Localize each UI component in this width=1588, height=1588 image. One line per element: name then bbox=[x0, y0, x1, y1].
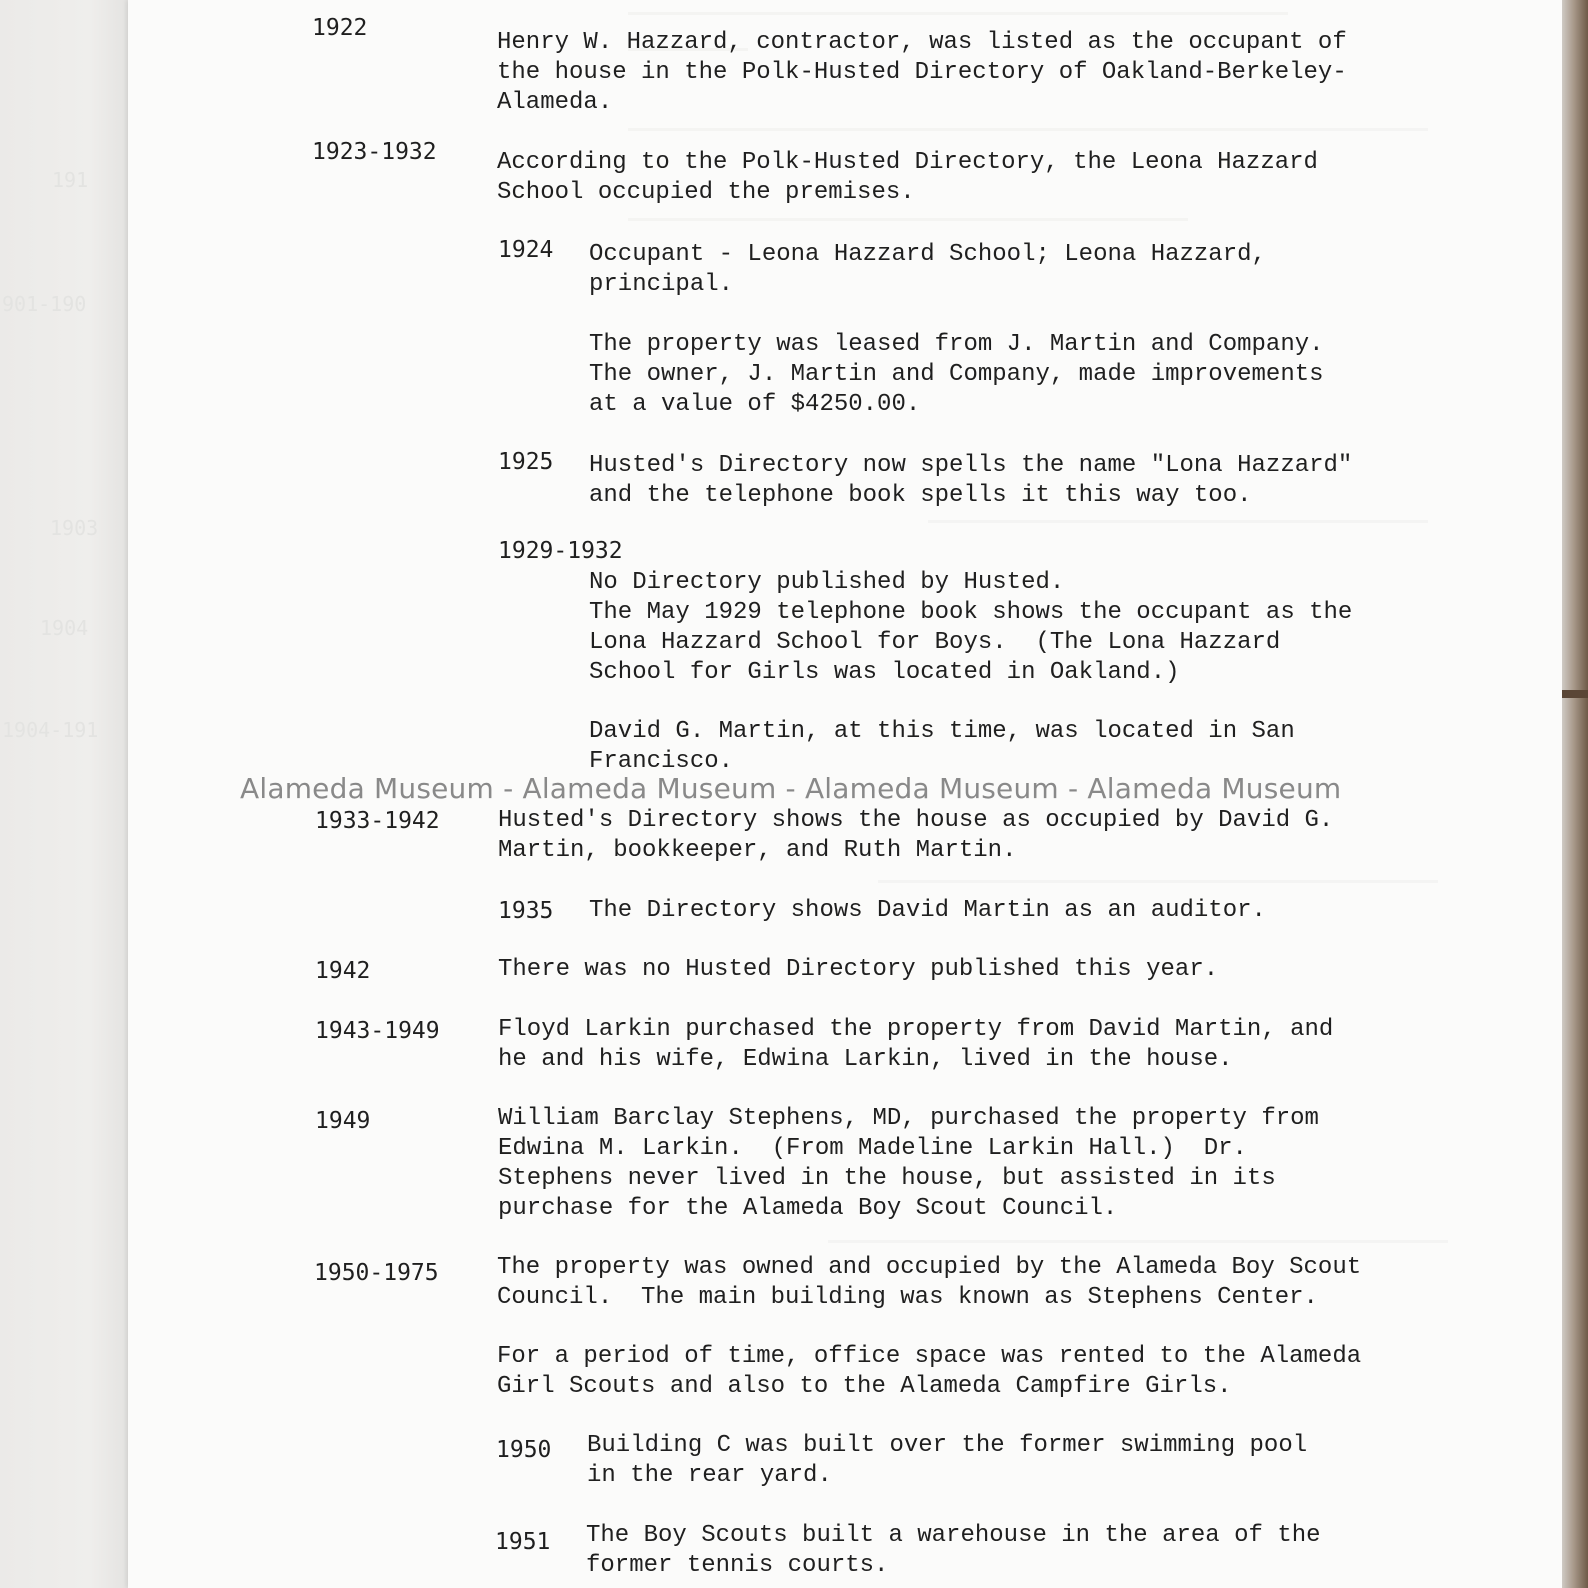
sub-entry-text: Building C was built over the former swimming pool in the rear yard. bbox=[587, 1432, 1308, 1489]
sub-entry-year: 1950 bbox=[496, 1437, 552, 1463]
entry-text: For a period of time, office space was rented to the Alameda Girl Scouts and also to the Alameda Campfire Girls. bbox=[497, 1343, 1362, 1400]
facing-page-ghost-mark: 1904 bbox=[40, 616, 89, 640]
facing-page-ghost-mark: 1904-191 bbox=[2, 718, 99, 742]
sub-entry-year: 1924 bbox=[498, 237, 554, 263]
entry-year: 1923-1932 bbox=[312, 139, 437, 165]
watermark: Alameda Museum - Alameda Museum - Alameda Museum - Alameda Museum bbox=[240, 772, 1342, 805]
entry-text: William Barclay Stephens, MD, purchased the property from Edwina M. Larkin. (From Madeline Larkin Hall.) Dr. Stephens never lived in the house, but assisted in its purchase for the Alameda Boy Scout Council. bbox=[498, 1105, 1319, 1222]
entry-text: Henry W. Hazzard, contractor, was listed as the occupant of the house in the Polk-Husted Directory of Oakland-Berkeley- Alameda. bbox=[497, 29, 1347, 116]
sub-entry-text: The property was leased from J. Martin and Company. The owner, J. Martin and Company, made improvements at a value of $4250.00. bbox=[589, 331, 1324, 418]
entry-text: The property was owned and occupied by the Alameda Boy Scout Council. The main building was known as Stephens Center. bbox=[497, 1254, 1362, 1311]
entry-year: 1922 bbox=[312, 15, 368, 41]
entry-year: 1950-1975 bbox=[314, 1260, 439, 1286]
sub-entry-text: No Directory published by Husted. The May 1929 telephone book shows the occupant as the Lona Hazzard School for Boys. (The Lona Hazzard School for Girls was located in Oakland.) bbox=[589, 569, 1353, 686]
sub-entry-year: 1935 bbox=[498, 898, 554, 924]
book-spine-edge bbox=[1562, 0, 1588, 1588]
facing-page-ghost-mark: 901-190 bbox=[2, 292, 87, 316]
facing-page-ghost-mark: 1903 bbox=[50, 516, 99, 540]
facing-page-edge bbox=[0, 0, 128, 1588]
entry-text: According to the Polk-Husted Directory, the Leona Hazzard School occupied the premises. bbox=[497, 149, 1318, 206]
sub-entry-year: 1929-1932 bbox=[498, 538, 623, 564]
entry-text: There was no Husted Directory published this year. bbox=[498, 956, 1219, 983]
entry-year: 1949 bbox=[315, 1108, 371, 1134]
sub-entry-text: The Boy Scouts built a warehouse in the area of the former tennis courts. bbox=[586, 1522, 1321, 1579]
sub-entry-year: 1951 bbox=[495, 1529, 551, 1555]
sub-entry-text: The Directory shows David Martin as an auditor. bbox=[589, 897, 1266, 924]
sub-entry-year: 1925 bbox=[498, 449, 554, 475]
entry-year: 1933-1942 bbox=[315, 808, 440, 834]
entry-text: Floyd Larkin purchased the property from David Martin, and he and his wife, Edwina Larkin, lived in the house. bbox=[498, 1016, 1334, 1073]
facing-page-ghost-mark: 191 bbox=[52, 168, 89, 192]
sub-entry-text: Husted's Directory now spells the name "Lona Hazzard" and the telephone book spells it this way too. bbox=[589, 452, 1353, 509]
entry-text: Husted's Directory shows the house as occupied by David G. Martin, bookkeeper, and Ruth Martin. bbox=[498, 807, 1334, 864]
sub-entry-text: Occupant - Leona Hazzard School; Leona Hazzard, principal. bbox=[589, 241, 1266, 298]
entry-year: 1942 bbox=[315, 958, 371, 984]
entry-year: 1943-1949 bbox=[315, 1018, 440, 1044]
sub-entry-text: David G. Martin, at this time, was located in San Francisco. bbox=[589, 718, 1295, 775]
